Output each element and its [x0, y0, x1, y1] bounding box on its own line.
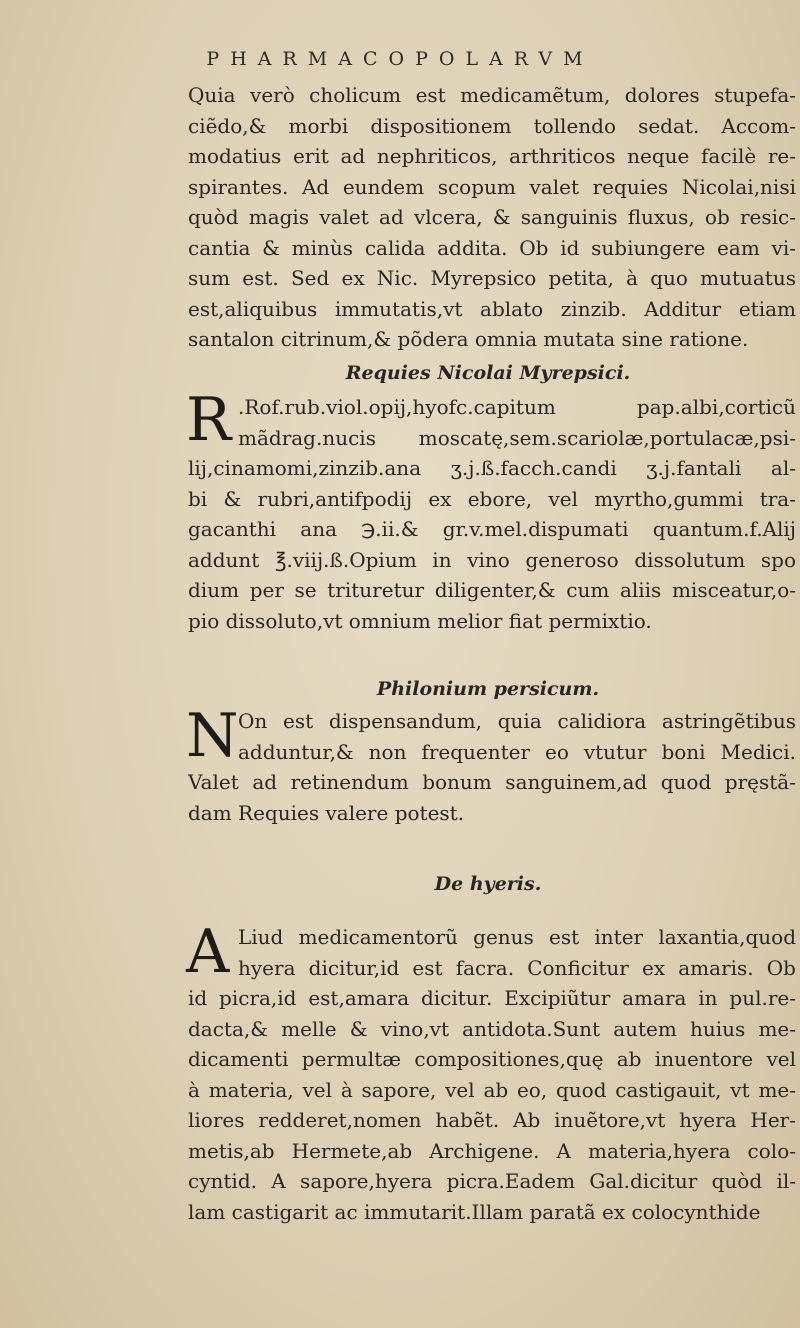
text-line: dam Requies valere potest.: [188, 800, 465, 825]
text-line: hyera dicitur,id est facra. Conficitur ex amaris. Ob: [238, 955, 796, 980]
drop-cap-n: N: [186, 701, 239, 771]
text-line: dacta,& melle & vino,vt antidota.Sunt autem huius me-: [188, 1016, 796, 1041]
text-line: adduntur,& non frequenter eo vtutur boni Medici.: [238, 739, 796, 764]
text-line: pio dissoluto,vt omnium melior fiat permixtio.: [188, 608, 652, 633]
section-heading-requies: Requies Nicolai Myrepsici.: [345, 362, 631, 384]
paragraph-intro: [188, 80, 796, 355]
text-line: cyntid. A sapore,hyera picra.Eadem Gal.dicitur quòd il-: [188, 1169, 796, 1193]
drop-cap-r: R: [186, 385, 232, 455]
text-line: bi & rubri,antifpodij ex ebore, vel myrtho,gummi tra-: [188, 486, 796, 511]
text-line: dium per se trituretur diligenter,& cum aliis misceatur,o-: [188, 578, 796, 602]
text-line: lij,cinamomi,zinzib.ana ʒ.j.ß.facch.candi ʒ.j.fantali al-: [188, 456, 796, 480]
text-line: à materia, vel à sapore, vel ab eo, quod castigauit, vt me-: [188, 1077, 796, 1102]
text-line: Quia verò cholicum est medicamẽtum, dolores stupefa-: [188, 83, 796, 107]
text-line: santalon citrinum,& põdera omnia mutata sine ratione.: [188, 327, 749, 351]
text-line: Liud medicamentorũ genus est inter laxantia,quod: [238, 925, 796, 949]
section-heading-hyeris: De hyeris.: [434, 873, 542, 895]
running-header: PHARMACOPOLARVM: [206, 48, 594, 70]
paragraph-philonium: [186, 701, 796, 828]
text-line: spirantes. Ad eundem scopum valet requies Nicolai,nisi: [188, 174, 796, 199]
text-line: quòd magis valet ad vlcera, & sanguinis fluxus, ob resic-: [188, 205, 796, 229]
text-line: dicamenti permultæ compositiones,quę ab inuentore vel: [188, 1047, 796, 1071]
text-line: On est dispensandum, quia calidiora astringẽtibus: [238, 709, 796, 733]
text-line: Valet ad retinendum bonum sanguinem,ad quod pręstã-: [188, 770, 796, 794]
drop-cap-a: A: [186, 917, 230, 987]
text-line: mãdrag.nucis moscatę,sem.scariolæ,portulacæ,psi-: [238, 425, 796, 450]
text-line: lam castigarit ac immutarit.Illam paratã ex colocynthide: [188, 1199, 761, 1224]
text-line: sum est. Sed ex Nic. Myrepsico petita, à quo mutuatus: [188, 266, 796, 290]
text-line: est,aliquibus immutatis,vt ablato zinzib. Additur etiam: [188, 296, 796, 321]
text-line: cantia & minùs calida addita. Ob id subiungere eam vi-: [188, 235, 796, 260]
text-line: modatius erit ad nephriticos, arthriticos neque facilè re-: [188, 144, 796, 168]
text-line: .Rof.rub.viol.opij,hyofc.capitum pap.albi,corticũ: [238, 395, 796, 419]
text-line: addunt ℥.viij.ß.Opium in vino generoso dissolutum spo: [188, 547, 796, 572]
text-line: ciẽdo,& morbi dispositionem tollendo sedat. Accom-: [188, 113, 796, 138]
text-line: gacanthi ana ℈.ii.& gr.v.mel.dispumati quantum.f.Alij: [188, 517, 796, 541]
text-line: metis,ab Hermete,ab Archigene. A materia,hyera colo-: [188, 1138, 796, 1163]
text-line: id picra,id est,amara dicitur. Excipiũtur amara in pul.re-: [188, 986, 796, 1010]
paragraph-hyeris: [186, 917, 796, 1227]
paragraph-recipe: [186, 385, 796, 636]
section-heading-philonium: Philonium persicum.: [376, 678, 600, 700]
text-line: liores redderet,nomen habẽt. Ab inuẽtore,vt hyera Her-: [188, 1108, 796, 1132]
